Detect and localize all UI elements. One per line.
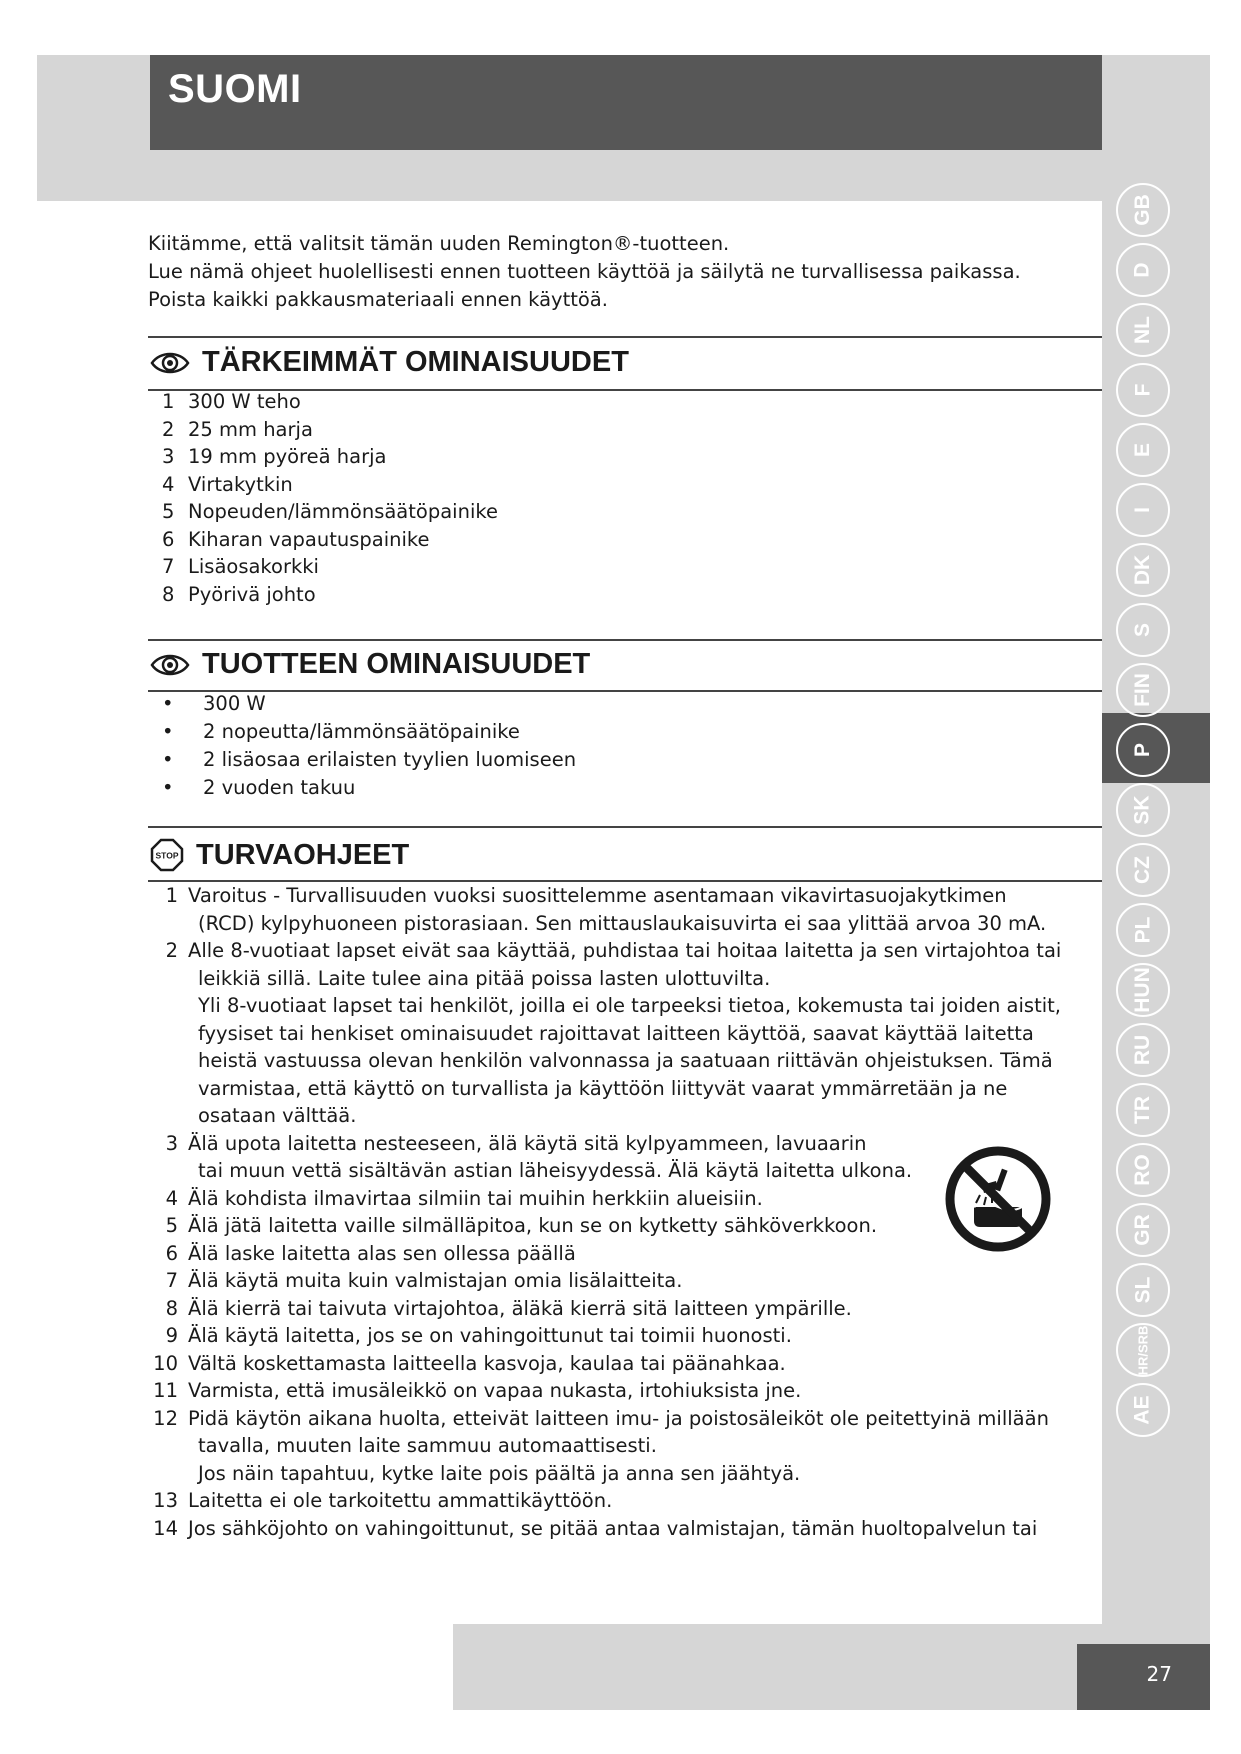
eye-icon xyxy=(150,350,190,376)
bullet: • xyxy=(162,776,174,799)
bullet: • xyxy=(162,692,174,715)
safety-item xyxy=(148,937,1088,992)
safety-item xyxy=(148,1405,1088,1488)
language-tab-label: F xyxy=(1130,383,1154,397)
item-number: 5 xyxy=(165,1214,178,1237)
item-number: 10 xyxy=(153,1351,178,1375)
item-line: tai muun vettä sisältävän astian läheisyydessä. Älä käytä laitetta ulkona. xyxy=(198,1159,913,1182)
item-line: Älä upota laitetta nesteeseen, älä käytä sitä kylpyammeen, lavuaarin xyxy=(188,1131,867,1155)
item-line: tavalla, muuten laite sammuu automaattisesti. xyxy=(198,1434,657,1457)
language-tab[interactable] xyxy=(1116,1383,1170,1437)
item-text xyxy=(188,1487,1088,1515)
item-line: Alle 8-vuotiaat lapset eivät saa käyttää, puhdistaa tai hoitaa laitetta ja sen virtajohtoa tai xyxy=(188,939,1062,962)
item-line: fyysiset tai henkiset ominaisuudet rajoittavat laitteen käyttöä, saavat käyttää laitetta xyxy=(198,1021,1034,1045)
key-features-title: TÄRKEIMMÄT OMINAISUUDET xyxy=(202,346,629,378)
language-tab[interactable] xyxy=(1116,963,1170,1017)
bullet: • xyxy=(162,720,174,743)
language-tab[interactable] xyxy=(1116,423,1170,477)
intro-line: Poista kaikki pakkausmateriaali ennen käyttöä. xyxy=(148,288,608,311)
language-tab[interactable] xyxy=(1116,543,1170,597)
key-features-heading xyxy=(150,346,629,379)
language-tab-label: TR xyxy=(1131,1096,1154,1124)
item-text xyxy=(188,1295,1088,1323)
list-item xyxy=(162,690,576,718)
page-title-bar xyxy=(150,55,1102,150)
item-number: 7 xyxy=(165,1269,178,1292)
item-number: 6 xyxy=(162,527,175,551)
item-line: Jos sähköjohto on vahingoittunut, se pitää antaa valmistajan, tämän huoltopalvelun tai xyxy=(188,1516,1038,1540)
item-line: Älä kohdista ilmavirtaa silmiin tai muihin herkkiin alueisiin. xyxy=(188,1186,763,1210)
item-number: 1 xyxy=(165,884,178,907)
language-tab[interactable] xyxy=(1116,1263,1170,1317)
safety-item xyxy=(148,1487,1088,1515)
language-tab[interactable] xyxy=(1116,1083,1170,1137)
safety-item xyxy=(148,1350,1088,1378)
language-tab[interactable] xyxy=(1116,1203,1170,1257)
item-text xyxy=(188,882,1088,937)
list-item xyxy=(162,416,498,444)
language-tab-label: AE xyxy=(1131,1395,1154,1425)
safety-title: TURVAOHJEET xyxy=(196,838,410,871)
item-number: 13 xyxy=(153,1489,178,1512)
language-tab[interactable] xyxy=(1116,783,1170,837)
list-item xyxy=(162,498,498,526)
key-features-list xyxy=(162,388,498,608)
item-number: 3 xyxy=(162,445,175,468)
item-text: 300 W xyxy=(203,692,266,715)
language-tab-label: HUN xyxy=(1131,967,1154,1013)
list-item xyxy=(162,553,498,581)
item-line: leikkiä sillä. Laite tulee aina pitää poissa lasten ulottuvilta. xyxy=(198,966,771,990)
item-text xyxy=(188,1267,1088,1295)
item-number: 2 xyxy=(165,939,178,962)
item-line: Älä käytä muita kuin valmistajan omia lisälaitteita. xyxy=(188,1269,683,1292)
section-divider xyxy=(148,639,1102,641)
safety-item xyxy=(148,1267,1088,1295)
language-tab-label: E xyxy=(1130,442,1154,458)
intro-text xyxy=(148,230,1078,314)
item-text: Nopeuden/lämmönsäätöpainike xyxy=(188,500,498,523)
item-number: 14 xyxy=(153,1516,178,1540)
item-number: 1 xyxy=(162,390,175,413)
item-number: 7 xyxy=(162,555,175,578)
language-tab[interactable] xyxy=(1116,1323,1170,1377)
item-line: Pidä käytön aikana huolta, etteivät laitteen imu- ja poistosäleiköt ole peitettyinä millään xyxy=(188,1406,1049,1430)
item-text xyxy=(188,992,1088,1130)
bullet: • xyxy=(162,748,174,771)
item-number xyxy=(148,992,188,1130)
item-number: 5 xyxy=(162,500,175,523)
language-tab-label: GR xyxy=(1131,1214,1154,1246)
language-tab-label: SK xyxy=(1131,795,1154,825)
language-tab[interactable] xyxy=(1116,243,1170,297)
language-tab[interactable] xyxy=(1116,603,1170,657)
product-features-list xyxy=(162,690,576,802)
item-text: 2 nopeutta/lämmönsäätöpainike xyxy=(203,720,520,743)
item-number: 4 xyxy=(165,1186,178,1210)
list-item xyxy=(162,388,498,416)
item-line: Vältä koskettamasta laitteella kasvoja, kaulaa tai päänahkaa. xyxy=(188,1351,786,1375)
stop-icon xyxy=(150,838,184,872)
intro-line: Lue nämä ohjeet huolellisesti ennen tuotteen käyttöä ja säilytä ne turvallisessa paikassa. xyxy=(148,260,1021,283)
item-line: Älä laske laitetta alas sen ollessa päällä xyxy=(188,1241,576,1265)
language-tab[interactable] xyxy=(1116,183,1170,237)
item-text: 2 vuoden takuu xyxy=(203,776,356,799)
product-features-title: TUOTTEEN OMINAISUUDET xyxy=(202,648,591,680)
safety-item xyxy=(148,1295,1088,1323)
language-tab-label: S xyxy=(1130,622,1154,638)
page-number-box xyxy=(1077,1644,1210,1710)
language-tab[interactable] xyxy=(1116,1143,1170,1197)
list-item xyxy=(162,774,576,802)
language-tab[interactable] xyxy=(1116,483,1170,537)
item-number: 3 xyxy=(165,1131,178,1155)
language-tab-label: DK xyxy=(1131,554,1154,586)
language-tab[interactable] xyxy=(1116,843,1170,897)
language-tab[interactable] xyxy=(1116,903,1170,957)
item-line: Yli 8-vuotiaat lapset tai henkilöt, joilla ei ole tarpeeksi tietoa, kokemusta tai joiden aistit, xyxy=(198,994,1061,1017)
item-number: 12 xyxy=(153,1406,178,1430)
safety-heading xyxy=(150,838,409,872)
item-text: 25 mm harja xyxy=(188,417,313,441)
language-tab[interactable] xyxy=(1116,303,1170,357)
list-item xyxy=(162,471,498,499)
item-text: Lisäosakorkki xyxy=(188,555,319,578)
language-tab-label: D xyxy=(1130,262,1154,278)
list-item xyxy=(162,443,498,471)
item-line: varmistaa, että käyttö on turvallista ja käyttöön liittyvät vaarat ymmärretään ja ne xyxy=(198,1076,1008,1100)
item-text: 19 mm pyöreä harja xyxy=(188,445,387,468)
language-tab-label: P xyxy=(1130,742,1154,758)
language-tab-label: NL xyxy=(1131,316,1154,344)
page-title: SUOMI xyxy=(168,67,302,111)
item-line: (RCD) kylpyhuoneen pistorasiaan. Sen mittauslaukaisuvirta ei saa ylittää arvoa 30 mA. xyxy=(198,911,1047,935)
item-number: 6 xyxy=(165,1241,178,1265)
item-text xyxy=(188,1322,1088,1350)
item-number: 11 xyxy=(153,1379,178,1402)
language-tab-label: GB xyxy=(1131,194,1154,226)
no-bathtub-warning-icon xyxy=(944,1145,1052,1253)
item-text: Kiharan vapautuspainike xyxy=(188,527,430,551)
item-line: Älä käytä laitetta, jos se on vahingoittunut tai toimii huonosti. xyxy=(188,1324,792,1347)
item-line: Varoitus - Turvallisuuden vuoksi suosittelemme asentamaan vikavirtasuojakytkimen xyxy=(188,884,1007,907)
item-line: Älä kierrä tai taivuta virtajohtoa, äläkä kierrä sitä laitteen ympärille. xyxy=(188,1296,852,1320)
item-text: Pyörivä johto xyxy=(188,582,316,606)
language-tab-label: RO xyxy=(1131,1154,1154,1186)
item-text xyxy=(188,1405,1088,1488)
item-text xyxy=(188,1515,1088,1543)
language-tab-label: RU xyxy=(1131,1034,1154,1066)
list-item xyxy=(162,581,498,609)
product-features-heading xyxy=(150,648,590,681)
item-number: 8 xyxy=(162,582,175,606)
item-text xyxy=(188,937,1088,992)
language-tab-label: HR/SRB xyxy=(1135,1325,1151,1375)
item-text xyxy=(188,1350,1088,1378)
safety-item xyxy=(148,1322,1088,1350)
page-number: 27 xyxy=(1146,1662,1172,1686)
list-item xyxy=(162,526,498,554)
item-text: 2 lisäosaa erilaisten tyylien luomiseen xyxy=(203,748,577,771)
item-number: 9 xyxy=(165,1324,178,1347)
language-tab-label: SL xyxy=(1131,1276,1154,1304)
safety-item xyxy=(148,992,1088,1130)
intro-line: Kiitämme, että valitsit tämän uuden Remington®-tuotteen. xyxy=(148,232,730,255)
item-line: Älä jätä laitetta vaille silmälläpitoa, kun se on kytketty sähköverkkoon. xyxy=(188,1214,878,1237)
list-item xyxy=(162,718,576,746)
item-text: 300 W teho xyxy=(188,390,301,413)
language-tab[interactable] xyxy=(1116,1023,1170,1077)
language-tab-label: I xyxy=(1131,507,1154,513)
item-number: 2 xyxy=(162,417,175,441)
item-text xyxy=(188,1377,1088,1405)
safety-item xyxy=(148,1377,1088,1405)
item-line: osataan välttää. xyxy=(198,1104,357,1127)
language-tab-label: FIN xyxy=(1130,673,1154,707)
item-number: 8 xyxy=(165,1296,178,1320)
item-line: Laitetta ei ole tarkoitettu ammattikäyttöön. xyxy=(188,1489,613,1512)
item-line: Varmista, että imusäleikkö on vapaa nukasta, irtohiuksista jne. xyxy=(188,1379,802,1402)
language-tab[interactable] xyxy=(1116,723,1170,777)
language-tab[interactable] xyxy=(1116,363,1170,417)
language-tab-label: CZ xyxy=(1131,856,1154,884)
eye-icon xyxy=(150,652,190,678)
language-tab-label: PL xyxy=(1131,916,1154,944)
safety-item xyxy=(148,1515,1088,1543)
item-line: Jos näin tapahtuu, kytke laite pois päältä ja anna sen jäähtyä. xyxy=(198,1461,801,1485)
safety-item xyxy=(148,882,1088,937)
item-line: heistä vastuussa olevan henkilön valvonnassa ja saatuaan riittävän ohjeistuksen. Tämä xyxy=(198,1049,1053,1072)
section-divider xyxy=(148,336,1102,338)
item-text: Virtakytkin xyxy=(188,472,293,496)
item-number: 4 xyxy=(162,472,175,496)
section-divider xyxy=(148,826,1102,828)
list-item xyxy=(162,746,576,774)
stop-label: STOP xyxy=(155,850,179,861)
language-tab[interactable] xyxy=(1116,663,1170,717)
